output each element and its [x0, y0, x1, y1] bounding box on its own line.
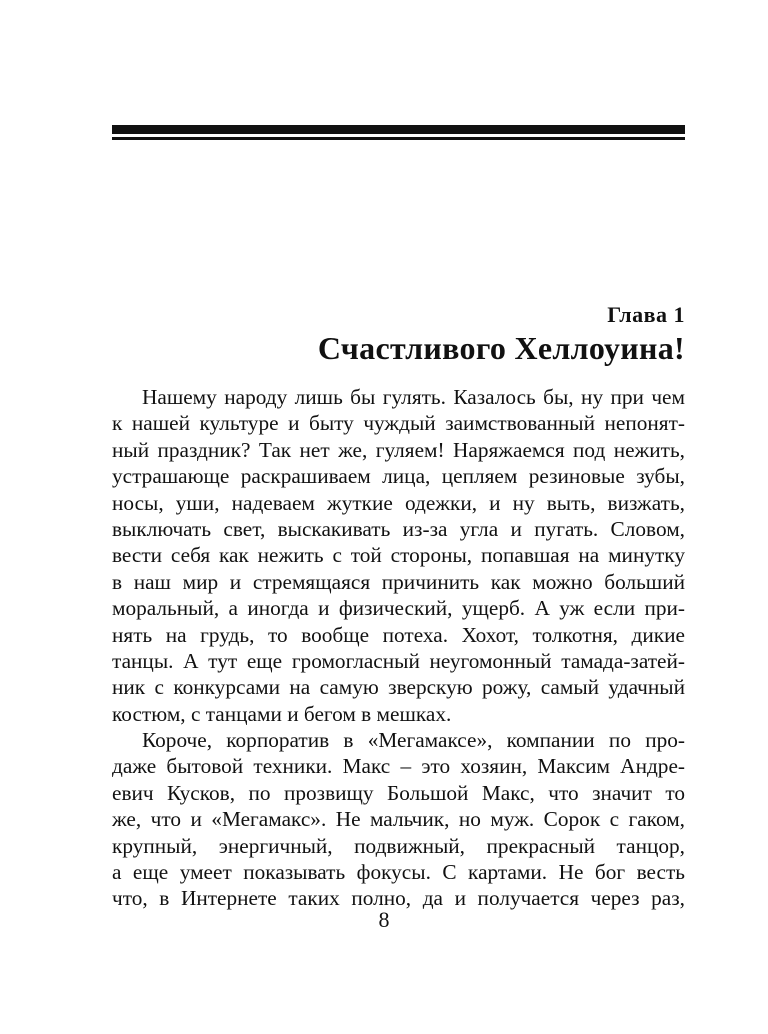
text-line: ный праздник? Так нет же, гуляем! Наряжаемся под нежить, [112, 437, 685, 462]
paragraph-2 [112, 727, 685, 912]
text-line: выключать свет, выскакивать из-за угла и пугать. Словом, [112, 516, 685, 541]
chapter-number: Глава 1 [607, 302, 685, 327]
text-line: в наш мир и стремящаяся причинить как можно больший [112, 569, 685, 594]
text-line: устрашающе раскрашиваем лица, цепляем резиновые зубы, [112, 464, 685, 489]
page-number: 8 [378, 907, 390, 932]
text-line: танцы. А тут еще громогласный неугомонный тамада-затей- [112, 648, 685, 673]
text-line: костюм, с танцами и бегом в мешках. [112, 701, 452, 726]
text-line: а еще умеет показывать фокусы. С картами. Не бог весть [112, 860, 685, 885]
text-line: ник с конкурсами на самую зверскую рожу, самый удачный [112, 675, 685, 700]
chapter-title: Счастливого Хеллоуина! [317, 330, 685, 366]
text-line: же, что и «Мегамакс». Не мальчик, но муж. Сорок с гаком, [112, 807, 685, 832]
text-line: нять на грудь, то вообще потеха. Хохот, толкотня, дикие [112, 622, 685, 647]
header-rule-thin [112, 137, 685, 140]
body-text [112, 384, 685, 912]
paragraph-1 [112, 384, 685, 727]
header-rule [112, 125, 685, 140]
text-line: Короче, корпоратив в «Мегамаксе», компании по про- [142, 728, 685, 753]
text-line: к нашей культуре и быту чуждый заимствованный непонят- [112, 411, 685, 436]
text-line: крупный, энергичный, подвижный, прекрасный танцор, [112, 833, 685, 858]
text-line: носы, уши, надеваем жуткие одежки, и ну выть, визжать, [112, 490, 685, 515]
text-line: даже бытовой техники. Макс – это хозяин, Максим Андре- [112, 754, 685, 779]
text-line: вести себя как нежить с той стороны, попавшая на минутку [112, 543, 685, 568]
text-line: Нашему народу лишь бы гулять. Казалось бы, ну при чем [142, 385, 685, 409]
text-line: евич Кусков, по прозвищу Большой Макс, что значит то [112, 780, 685, 805]
header-rule-thick [112, 125, 685, 134]
text-line: что, в Интернете таких полно, да и получается через раз, [112, 886, 685, 911]
text-line: моральный, а иногда и физический, ущерб. А уж если при- [112, 596, 685, 621]
